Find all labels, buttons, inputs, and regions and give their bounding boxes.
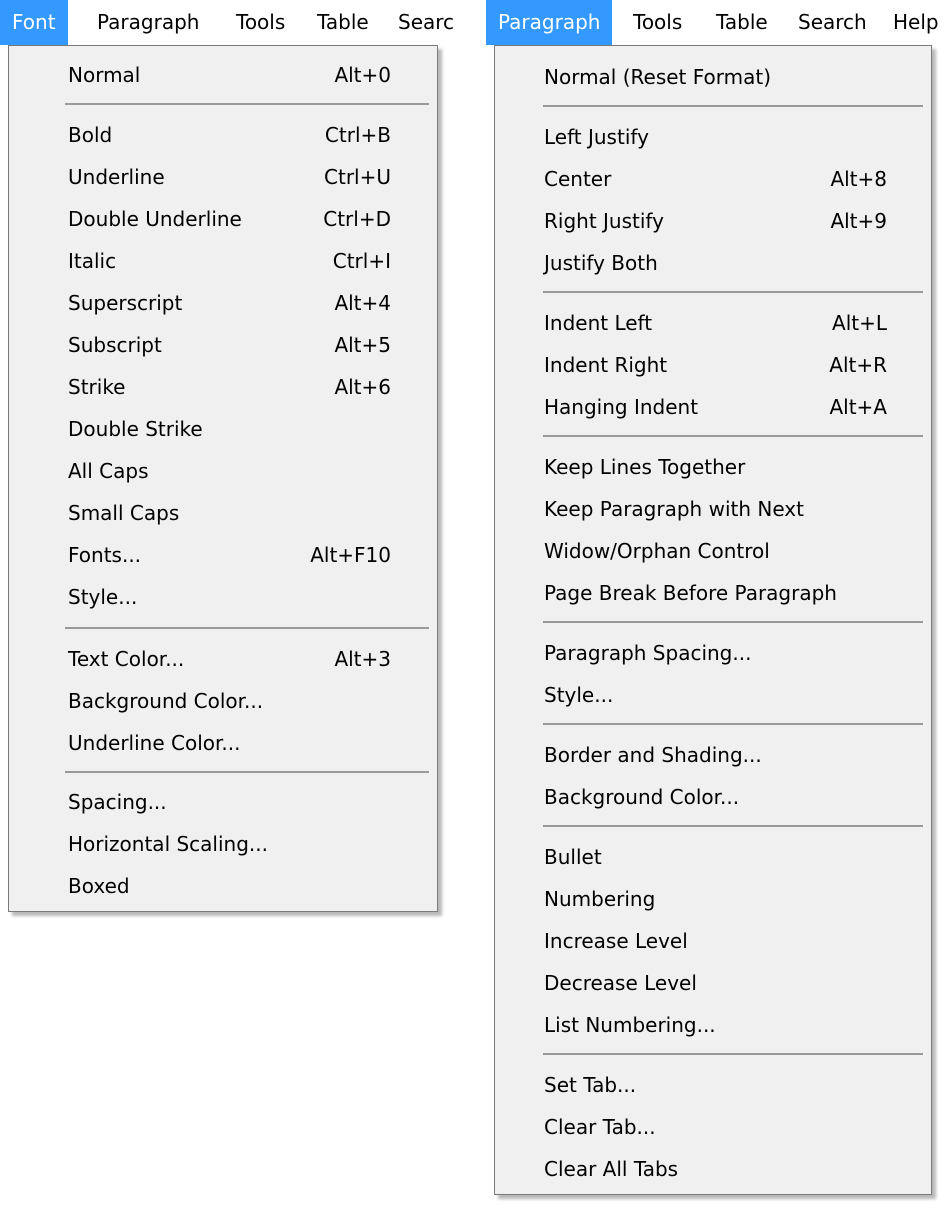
menu-item-double-strike[interactable] xyxy=(9,408,437,450)
menu-item-label: Decrease Level xyxy=(544,971,697,995)
menu-item-label: Clear All Tabs xyxy=(544,1157,679,1181)
menu-item-shortcut: Alt+8 xyxy=(830,167,887,191)
menu-item-strike[interactable] xyxy=(9,366,437,408)
menu-item-small-caps[interactable] xyxy=(9,492,437,534)
paragraph-dropdown xyxy=(494,45,932,1195)
menu-item-label: Justify Both xyxy=(544,251,658,275)
menu-item-page-break-before[interactable] xyxy=(495,572,931,614)
menu-item-keep-with-next[interactable] xyxy=(495,488,931,530)
menu-item-bold[interactable] xyxy=(9,114,437,156)
menu-separator xyxy=(543,723,923,725)
menu-item-bullet[interactable] xyxy=(495,836,931,878)
font-menu-screenshot xyxy=(0,0,454,918)
menu-item-shortcut: Alt+L xyxy=(832,311,887,335)
menu-item-label: Hanging Indent xyxy=(544,395,699,419)
menubar-paragraph[interactable]: Paragraph xyxy=(97,10,200,34)
menu-item-shortcut: Ctrl+I xyxy=(332,249,391,273)
menu-item-label: Right Justify xyxy=(544,209,664,233)
menu-item-all-caps[interactable] xyxy=(9,450,437,492)
menubar-table[interactable]: Table xyxy=(317,10,369,34)
menu-item-label: Paragraph Spacing... xyxy=(544,641,752,665)
menu-separator xyxy=(543,291,923,293)
menu-item-label: Background Color... xyxy=(544,785,740,809)
menu-item-double-underline[interactable] xyxy=(9,198,437,240)
menu-item-label: Style... xyxy=(544,683,614,707)
menu-item-background-color[interactable] xyxy=(9,680,437,722)
menu-item-text-color[interactable] xyxy=(9,638,437,680)
menu-item-underline[interactable] xyxy=(9,156,437,198)
menu-item-label: Border and Shading... xyxy=(544,743,762,767)
menu-item-label: Keep Paragraph with Next xyxy=(544,497,804,521)
menu-item-label: Bullet xyxy=(544,845,602,869)
menubar-table[interactable]: Table xyxy=(716,10,768,34)
menu-item-label: Clear Tab... xyxy=(544,1115,656,1139)
font-dropdown xyxy=(8,45,438,912)
menu-item-set-tab[interactable] xyxy=(495,1064,931,1106)
menu-item-label: Style... xyxy=(68,585,138,609)
menu-item-label: Double Strike xyxy=(68,417,203,441)
menu-item-normal-reset[interactable] xyxy=(495,56,931,98)
menu-item-boxed[interactable] xyxy=(9,865,437,907)
paragraph-menu-screenshot xyxy=(486,0,942,1206)
menu-item-label: Small Caps xyxy=(68,501,180,525)
menu-item-label: Subscript xyxy=(68,333,162,357)
menu-bar xyxy=(486,0,942,45)
menu-item-shortcut: Ctrl+B xyxy=(324,123,391,147)
menu-item-label: Widow/Orphan Control xyxy=(544,539,770,563)
menu-item-shortcut: Alt+5 xyxy=(334,333,391,357)
menubar-help[interactable]: Help xyxy=(893,10,939,34)
menu-item-fonts[interactable] xyxy=(9,534,437,576)
menu-item-label: Bold xyxy=(68,123,113,147)
menu-separator xyxy=(543,621,923,623)
menu-item-keep-lines-together[interactable] xyxy=(495,446,931,488)
menu-separator xyxy=(543,825,923,827)
menu-item-shortcut: Alt+4 xyxy=(334,291,391,315)
menu-item-shortcut: Alt+9 xyxy=(830,209,887,233)
menu-item-shortcut: Alt+3 xyxy=(334,647,391,671)
menu-item-indent-left[interactable] xyxy=(495,302,931,344)
menubar-tools[interactable]: Tools xyxy=(633,10,683,34)
menu-item-label: Normal (Reset Format) xyxy=(544,65,772,89)
menu-separator xyxy=(543,435,923,437)
menu-item-clear-tab[interactable] xyxy=(495,1106,931,1148)
menu-separator xyxy=(65,103,429,105)
menu-item-widow-orphan[interactable] xyxy=(495,530,931,572)
menu-item-label: Center xyxy=(544,167,612,191)
menu-item-label: Superscript xyxy=(68,291,183,315)
menu-item-center[interactable] xyxy=(495,158,931,200)
menu-item-background-color[interactable] xyxy=(495,776,931,818)
menu-separator xyxy=(543,105,923,107)
menu-item-right-justify[interactable] xyxy=(495,200,931,242)
menu-item-shortcut: Alt+6 xyxy=(334,375,391,399)
menu-item-label: Indent Left xyxy=(544,311,653,335)
menu-item-shortcut: Alt+0 xyxy=(334,63,391,87)
menu-item-label: Page Break Before Paragraph xyxy=(544,581,837,605)
menu-item-label: Left Justify xyxy=(544,125,649,149)
menu-item-label: Boxed xyxy=(68,874,130,898)
menu-item-border-shading[interactable] xyxy=(495,734,931,776)
menu-item-paragraph-spacing[interactable] xyxy=(495,632,931,674)
menu-item-italic[interactable] xyxy=(9,240,437,282)
menu-item-label: Numbering xyxy=(544,887,656,911)
menu-item-indent-right[interactable] xyxy=(495,344,931,386)
menu-item-label: List Numbering... xyxy=(544,1013,716,1037)
menu-item-spacing[interactable] xyxy=(9,781,437,823)
menubar-font[interactable]: Font xyxy=(0,0,68,45)
menu-item-numbering[interactable] xyxy=(495,878,931,920)
menu-item-justify-both[interactable] xyxy=(495,242,931,284)
menu-item-label: Indent Right xyxy=(544,353,668,377)
menu-item-label: Italic xyxy=(68,249,117,273)
menu-item-label: Normal xyxy=(68,63,141,87)
menu-item-shortcut: Alt+F10 xyxy=(310,543,391,567)
menu-item-label: All Caps xyxy=(68,459,149,483)
menu-item-normal[interactable] xyxy=(9,54,437,96)
menu-separator xyxy=(543,1053,923,1055)
menu-item-horizontal-scaling[interactable] xyxy=(9,823,437,865)
menu-item-label: Underline xyxy=(68,165,165,189)
menu-separator xyxy=(65,627,429,629)
menu-item-underline-color[interactable] xyxy=(9,722,437,764)
menu-item-label: Increase Level xyxy=(544,929,688,953)
menu-item-label: Underline Color... xyxy=(68,731,241,755)
menu-item-decrease-level[interactable] xyxy=(495,962,931,1004)
menu-item-label: Text Color... xyxy=(68,647,185,671)
menubar-search[interactable]: Searc xyxy=(398,10,454,34)
menu-item-shortcut: Ctrl+U xyxy=(324,165,391,189)
menu-item-superscript[interactable] xyxy=(9,282,437,324)
menu-item-label: Horizontal Scaling... xyxy=(68,832,268,856)
menu-item-label: Set Tab... xyxy=(544,1073,637,1097)
menu-item-shortcut: Alt+A xyxy=(829,395,887,419)
menu-item-hanging-indent[interactable] xyxy=(495,386,931,428)
menu-item-left-justify[interactable] xyxy=(495,116,931,158)
menu-item-shortcut: Ctrl+D xyxy=(323,207,391,231)
menu-item-label: Fonts... xyxy=(68,543,142,567)
menu-item-shortcut: Alt+R xyxy=(829,353,887,377)
menu-item-list-numbering[interactable] xyxy=(495,1004,931,1046)
menu-item-label: Keep Lines Together xyxy=(544,455,746,479)
menu-item-clear-all-tabs[interactable] xyxy=(495,1148,931,1190)
menu-item-style[interactable] xyxy=(9,576,437,618)
menu-bar xyxy=(0,0,454,45)
menubar-paragraph[interactable]: Paragraph xyxy=(486,0,612,45)
menu-item-label: Background Color... xyxy=(68,689,264,713)
menu-item-style[interactable] xyxy=(495,674,931,716)
menubar-tools[interactable]: Tools xyxy=(236,10,286,34)
menubar-search[interactable]: Search xyxy=(798,10,867,34)
menu-item-label: Double Underline xyxy=(68,207,242,231)
menu-item-label: Strike xyxy=(68,375,126,399)
menu-separator xyxy=(65,771,429,773)
menu-item-label: Spacing... xyxy=(68,790,167,814)
menu-item-subscript[interactable] xyxy=(9,324,437,366)
menu-item-increase-level[interactable] xyxy=(495,920,931,962)
